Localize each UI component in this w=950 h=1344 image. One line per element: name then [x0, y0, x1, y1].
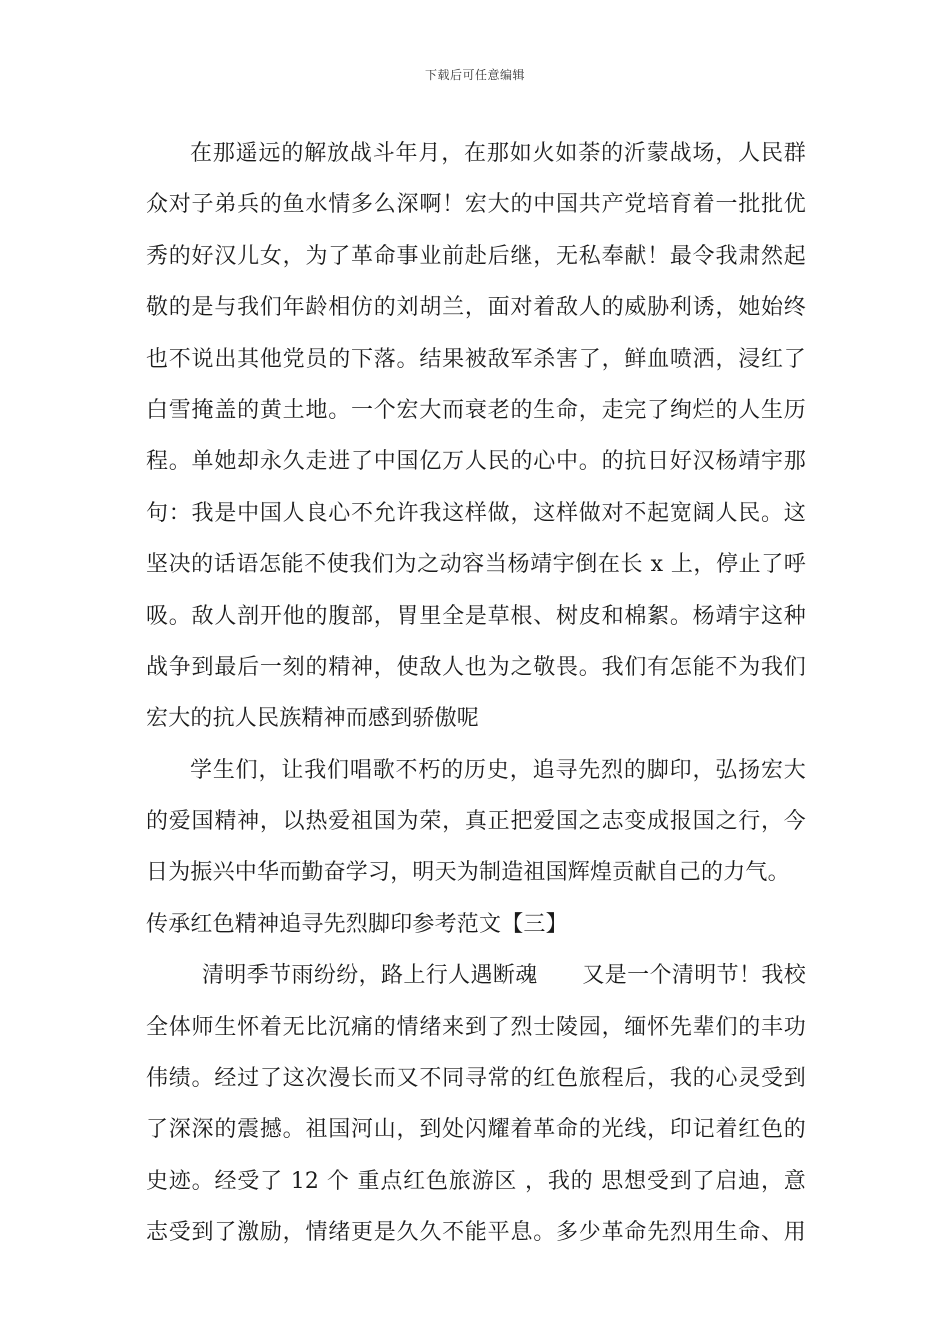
paragraph-line: 众对子弟兵的鱼水情多么深啊！宏大的中国共产党培育着一批批优 — [146, 192, 806, 218]
paragraph-line: 学生们，让我们唱歌不朽的历史，追寻先烈的脚印，弘扬宏大 — [190, 757, 806, 783]
page-header: 下载后可任意编辑 — [424, 68, 525, 82]
section-heading: 传承红色精神追寻先烈脚印参考范文【三】 — [146, 911, 568, 937]
paragraph-line: 了深深的震撼。祖国河山，到处闪耀着革命的光线，印记着红色的 — [146, 1117, 806, 1143]
paragraph-line: 全体师生怀着无比沉痛的情绪来到了烈士陵园，缅怀先辈们的丰功 — [146, 1014, 806, 1040]
paragraph-line: 白雪掩盖的黄土地。一个宏大而衰老的生命，走完了绚烂的人生历 — [146, 397, 806, 423]
paragraph-line: 志受到了激励，情绪更是久久不能平息。多少革命先烈用生命、用 — [146, 1220, 806, 1246]
paragraph-line: 史迹。经受了 12 个 重点红色旅游区 ，我的 思想受到了启迪，意 — [146, 1168, 806, 1194]
paragraph-line: 程。单她却永久走进了中国亿万人民的心中。的抗日好汉杨靖宇那 — [146, 449, 806, 475]
paragraph-line: 敬的是与我们年龄相仿的刘胡兰，面对着敌人的威胁利诱，她始终 — [146, 295, 806, 321]
paragraph-line: 也不说出其他党员的下落。结果被敌军杀害了，鲜血喷洒，浸红了 — [146, 346, 806, 372]
paragraph-line: 秀的好汉儿女，为了革命事业前赴后继，无私奉献！最令我肃然起 — [146, 243, 806, 269]
paragraph-line: 清明季节雨纷纷，路上行人遇断魂 又是一个清明节！我校 — [202, 963, 806, 989]
paragraph-line: 在那遥远的解放战斗年月，在那如火如荼的沂蒙战场，人民群 — [190, 141, 806, 166]
paragraph-line: 吸。敌人剖开他的腹部，胃里全是草根、树皮和棉絮。杨靖宇这种 — [146, 603, 806, 629]
paragraph-line: 的爱国精神，以热爱祖国为荣，真正把爱国之志变成报国之行，今 — [146, 809, 806, 835]
paragraph-line: 日为振兴中华而勤奋学习，明天为制造祖国辉煌贡献自己的力气。 — [146, 860, 790, 886]
paragraph-line: 坚决的话语怎能不使我们为之动容当杨靖宇倒在长 x 上，停止了呼 — [146, 552, 806, 578]
paragraph-line: 战争到最后一刻的精神，使敌人也为之敬畏。我们有怎能不为我们 — [146, 654, 806, 680]
paragraph-line: 宏大的抗人民族精神而感到骄傲呢 — [146, 706, 480, 732]
paragraph-line: 伟绩。经过了这次漫长而又不同寻常的红色旅程后，我的心灵受到 — [146, 1066, 806, 1092]
paragraph-line: 句：我是中国人良心不允许我这样做，这样做对不起宽阔人民。这 — [146, 500, 806, 526]
document-body — [146, 128, 806, 1259]
